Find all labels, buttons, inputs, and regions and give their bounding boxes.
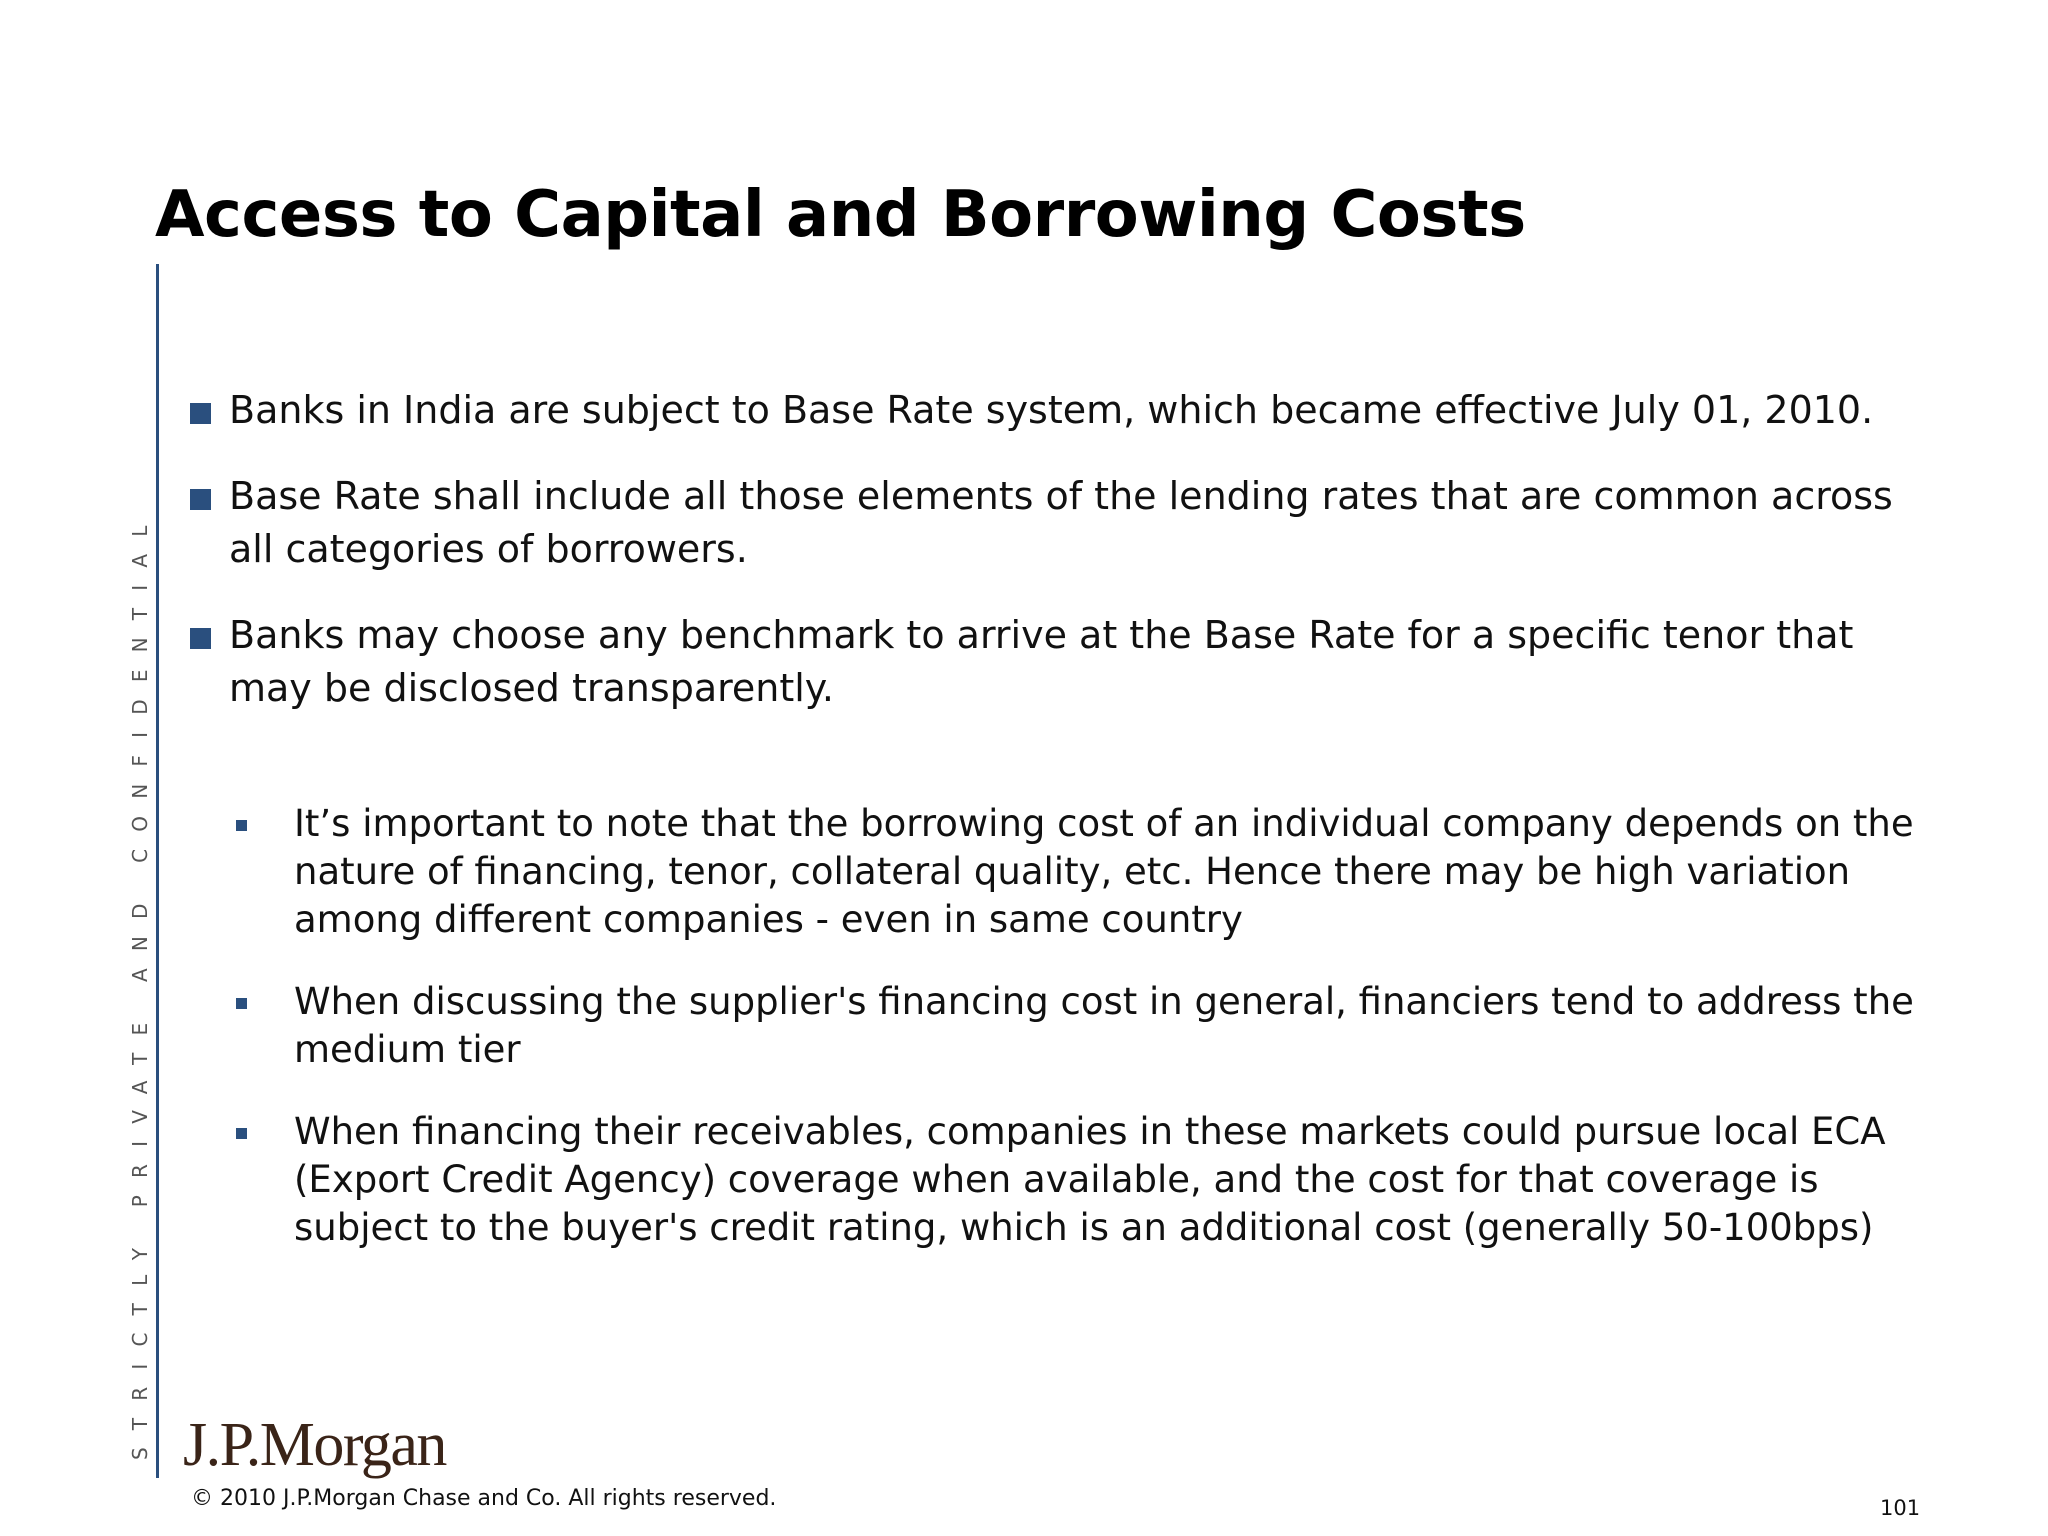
copyright-notice: © 2010 J.P.Morgan Chase and Co. All rights reserved. — [191, 1486, 777, 1511]
square-bullet-icon — [190, 628, 211, 649]
bullet-text: Banks may choose any benchmark to arrive at the Base Rate for a specific tenor that may be disclosed transparently. — [229, 613, 1854, 710]
page-number: 101 — [1880, 1496, 1921, 1520]
confidential-label: STRICTLY PRIVATE AND CONFIDENTIAL — [128, 508, 152, 1460]
sub-bullet-text: It’s important to note that the borrowing cost of an individual company depends on the nature of financing, tenor, collateral quality, etc. Hence there may be high variation among different companies - even in same country — [294, 802, 1914, 941]
bullet-list — [190, 384, 1930, 748]
small-square-bullet-icon — [236, 820, 247, 831]
sub-bullet-item — [236, 800, 1936, 944]
bullet-item — [190, 609, 1930, 715]
sub-bullet-list — [236, 800, 1936, 1286]
square-bullet-icon — [190, 403, 211, 424]
sub-bullet-text: When discussing the supplier's financing cost in general, financiers tend to address the medium tier — [294, 980, 1914, 1071]
bullet-item — [190, 470, 1930, 576]
small-square-bullet-icon — [236, 998, 247, 1009]
sub-bullet-text: When financing their receivables, companies in these markets could pursue local ECA (Export Credit Agency) coverage when available, and the cost for that coverage is subject to the buyer's credit rating, which is an additional cost (generally 50-100bps) — [294, 1110, 1886, 1249]
jpmorgan-logo: J.P.Morgan — [183, 1411, 446, 1479]
square-bullet-icon — [190, 489, 211, 510]
sub-bullet-item — [236, 978, 1936, 1074]
bullet-text: Banks in India are subject to Base Rate system, which became effective July 01, 2010. — [229, 388, 1874, 432]
small-square-bullet-icon — [236, 1128, 247, 1139]
bullet-item — [190, 384, 1930, 437]
bullet-text: Base Rate shall include all those elements of the lending rates that are common across all categories of borrowers. — [229, 474, 1893, 571]
page-title: Access to Capital and Borrowing Costs — [155, 178, 1526, 252]
sub-bullet-item — [236, 1108, 1936, 1252]
vertical-rule — [156, 264, 159, 1478]
